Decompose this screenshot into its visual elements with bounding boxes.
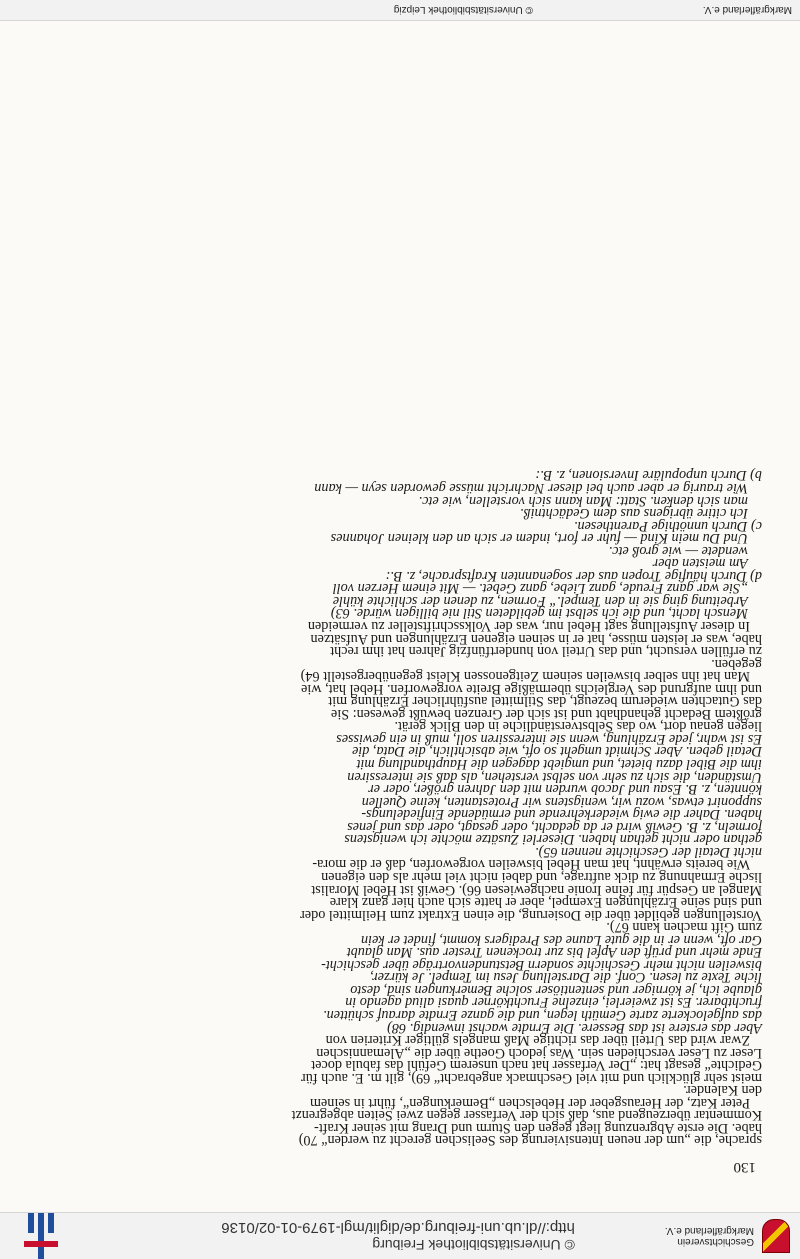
text-line: Mensch lacht, und die ich selbst im gebildeten Stil nie billigen würde. 63) (330, 605, 748, 622)
text-line: ihm die Bibel dazu bietet, und umgiebt dagegen die Haupthandlung mit (356, 756, 762, 773)
text-line: Gedichte“ gesagt hat: „Der Verfasser hat nach unserem Gefühl das fabula docet (311, 1057, 762, 1074)
text-line: habe. Die erste Abgrenzung liegt gegen den Sturm und Drang mit seiner Kraft- (314, 1119, 762, 1136)
page-number: 130 (733, 1159, 756, 1175)
text-line: wendete — wie groß etc. (608, 542, 748, 559)
text-line: gethan oder nicht gethan haben. Dieserlei Zusätze möchte ich wenigstens (344, 831, 762, 848)
text-line: gegeben. (711, 655, 762, 672)
text-line: und sind seine Erzählungen Exempel, aber er hatte sich auch hier ganz klare (329, 894, 762, 911)
footer-center: © Universitätsbibliothek Leipzig (393, 4, 533, 16)
text-line: Arbeitung ging sie in den Tempel.“ Formen, zu denen der schlichte kühle (332, 592, 748, 609)
text-line: zum Gift machen kann 67). (606, 919, 762, 936)
permalink-url[interactable]: http://dl.ub.uni-freiburg.de/diglit/mgl-1979-01-02/0136 (221, 1219, 575, 1236)
society-logo-icon (762, 1219, 790, 1253)
text-line: den Kalender. (683, 1082, 762, 1099)
text-line: zu erfüllen versucht, und das Urteil von hundertfünfzig Jahren hat ihm recht (330, 643, 762, 660)
text-line: Peter Katz, der Herausgeber der Hebelschen „Bemerkungen“, führt in seinem (309, 1094, 750, 1111)
library-logo-icon (20, 1213, 60, 1259)
text-line: Ich citire übrigens aus dem Gedächtniß. (519, 505, 748, 522)
text-line: Kommentar überzeugend aus, daß sich der Verfasser gegen zwei Seiten abgegrenzt (291, 1107, 762, 1124)
text-line: In dieser Aufstellung sagt Hebel nur, was der Volksschriftsteller zu vermeiden (307, 618, 750, 635)
text-line: Gar oft, wenn er in die gute Laune des Predigers kommt, findet er kein (361, 931, 762, 948)
text-line: c) Durch unnöthige Parenthesen. (573, 517, 762, 534)
footer-left: Markgräflerland e.V. (702, 4, 792, 16)
text-line: meist sehr glücklich und mit viel Geschmack angebracht“ 69), gilt m. E. auch für (301, 1069, 762, 1086)
text-line: Ende mehr und prüft den Apfel bis zur trockenen Trester aus. Man glaubt (346, 944, 762, 961)
text-line: Umständen, die sich zu sehr von selbst verstehen, als daß sie interessiren (347, 768, 762, 785)
text-line: das aufgelockerte zarte Gemüth legen, und die ganze Erndte darauf schütten. (323, 1006, 762, 1023)
society-line-1: Geschichtsverein (677, 1236, 754, 1247)
text-line: fruchtbarer. Es ist zweierlei, einzelne Fruchtkörner quasi aliud agendo in (345, 994, 762, 1011)
text-line: d) Durch häufige Tropen aus der sogenannten Kraftsprache, z. B.: (385, 567, 762, 584)
text-line: sprache, die „um der neuen Intensivierung des Seelischen gerecht zu werden“ 70) (298, 1132, 762, 1149)
text-line: Am meisten aber (652, 555, 748, 572)
text-line: b) Durch unpopuläre Inversionen, z. B.: (535, 467, 762, 484)
text-line: das Gutachten wiederum bezeugt, das Stilmittel ausführlicher Erzählung mit (328, 693, 762, 710)
text-line: Zwar wird das Urteil über das richtige Maß mangels gültiger Kriterien von (325, 1032, 750, 1049)
text-line: lische Ermahnung zu dick auftrage, und dabei nicht viel mehr als den eigenen (321, 868, 762, 885)
text-line: Leser zu Leser verschieden sein. Was jedoch Goethe über die „Alemannischen (316, 1044, 762, 1061)
text-line: formeln, z. B. Gewiß wird er da gedacht, oder gesagt, oder das und jenes (347, 818, 762, 835)
copyright-text: © Universitätsbibliothek Freiburg (372, 1237, 575, 1253)
society-name (665, 1225, 754, 1247)
text-line: größtem Bedacht gehandhabt und ist sich der Grenzen bewußt gewesen: Sie (330, 705, 762, 722)
text-line: Detail geben. Aber Schmidt umgeht so oft, wie absichtlich, die Data, die (352, 743, 762, 760)
footer-bar (0, 0, 800, 21)
society-line-2: Markgräflerland e.V. (664, 1225, 754, 1236)
text-line: habe, was er leisten müsse, hat er in seinen eigenen Erzählungen und Aufsätzen (310, 630, 762, 647)
text-line: Wie bereits erwähnt, hat man Hebel bisweilen vorgeworfen, daß er die mora- (312, 856, 750, 873)
text-line: liegen genau dort, wo das Selbstverständliche in den Blick gerät. (394, 718, 762, 735)
text-line: Wie traurig er aber auch bei dieser Nachricht müsse geworden seyn — kann (314, 480, 748, 497)
text-line: haben. Daher die ewig wiederkehrende und ermüdende Einfiedelungs- (361, 806, 762, 823)
text-line: glaube ich, je körniger und sententiöser solche Bemerkungen sind, desto (350, 981, 762, 998)
text-line: liche Texte zu lesen. Conf. die Darstellung Jesu im Tempel. Je kürzer, (370, 969, 762, 986)
text-line: und ihm aufgrund des Vergleichs übermäßige Breite vorgeworfen. Hebel hat, wie (301, 680, 762, 697)
text-line: nicht Detail der Geschichte nennen 65). (535, 843, 762, 860)
text-line: Es ist wahr, jede Erzählung, wenn sie interessiren soll, muß in ein gewisses (336, 730, 762, 747)
text-line: man sich denken. Statt: Man kann sich vorstellen, wie etc. (418, 492, 748, 509)
header-bar (0, 1212, 800, 1259)
header-center (221, 1219, 575, 1253)
text-line: „Sie war ganz Freude, ganz Liebe, ganz Gebet. — Mit einem Herzen voll (332, 580, 748, 597)
text-line: Man hat ihn selber bisweilen seinem Zeitgenossen Kleist gegenübergestellt 64) (300, 668, 750, 685)
text-line: Mangel an Gespür für feine Ironie nachgewiesen 66). Gewiß ist Hebel Moralist (311, 881, 762, 898)
text-line: Vorstellungen gebildet über die Dosierung, die einen Extrakt zum Heilmittel oder (300, 906, 762, 923)
text-line: könnten, z. B. Esau und Jacob wurden mit den Jahren größer, oder er (368, 781, 762, 798)
text-line: Und Du mein Kind — fuhr er fort, indem er sich an den kleinen Johannes (330, 530, 748, 547)
text-line: supponirt etwas, wozu wir, wenigstens wir Protestanten, keine Quellen (361, 793, 762, 810)
page-body (40, 469, 762, 1173)
text-line: bisweilen nicht mehr Geschichte sondern Betstundenvorträge über geschicht- (321, 956, 762, 973)
text-line: Aber das erstere ist das Bessere. Die Erndte wachst inwendig. 68) (387, 1019, 762, 1036)
